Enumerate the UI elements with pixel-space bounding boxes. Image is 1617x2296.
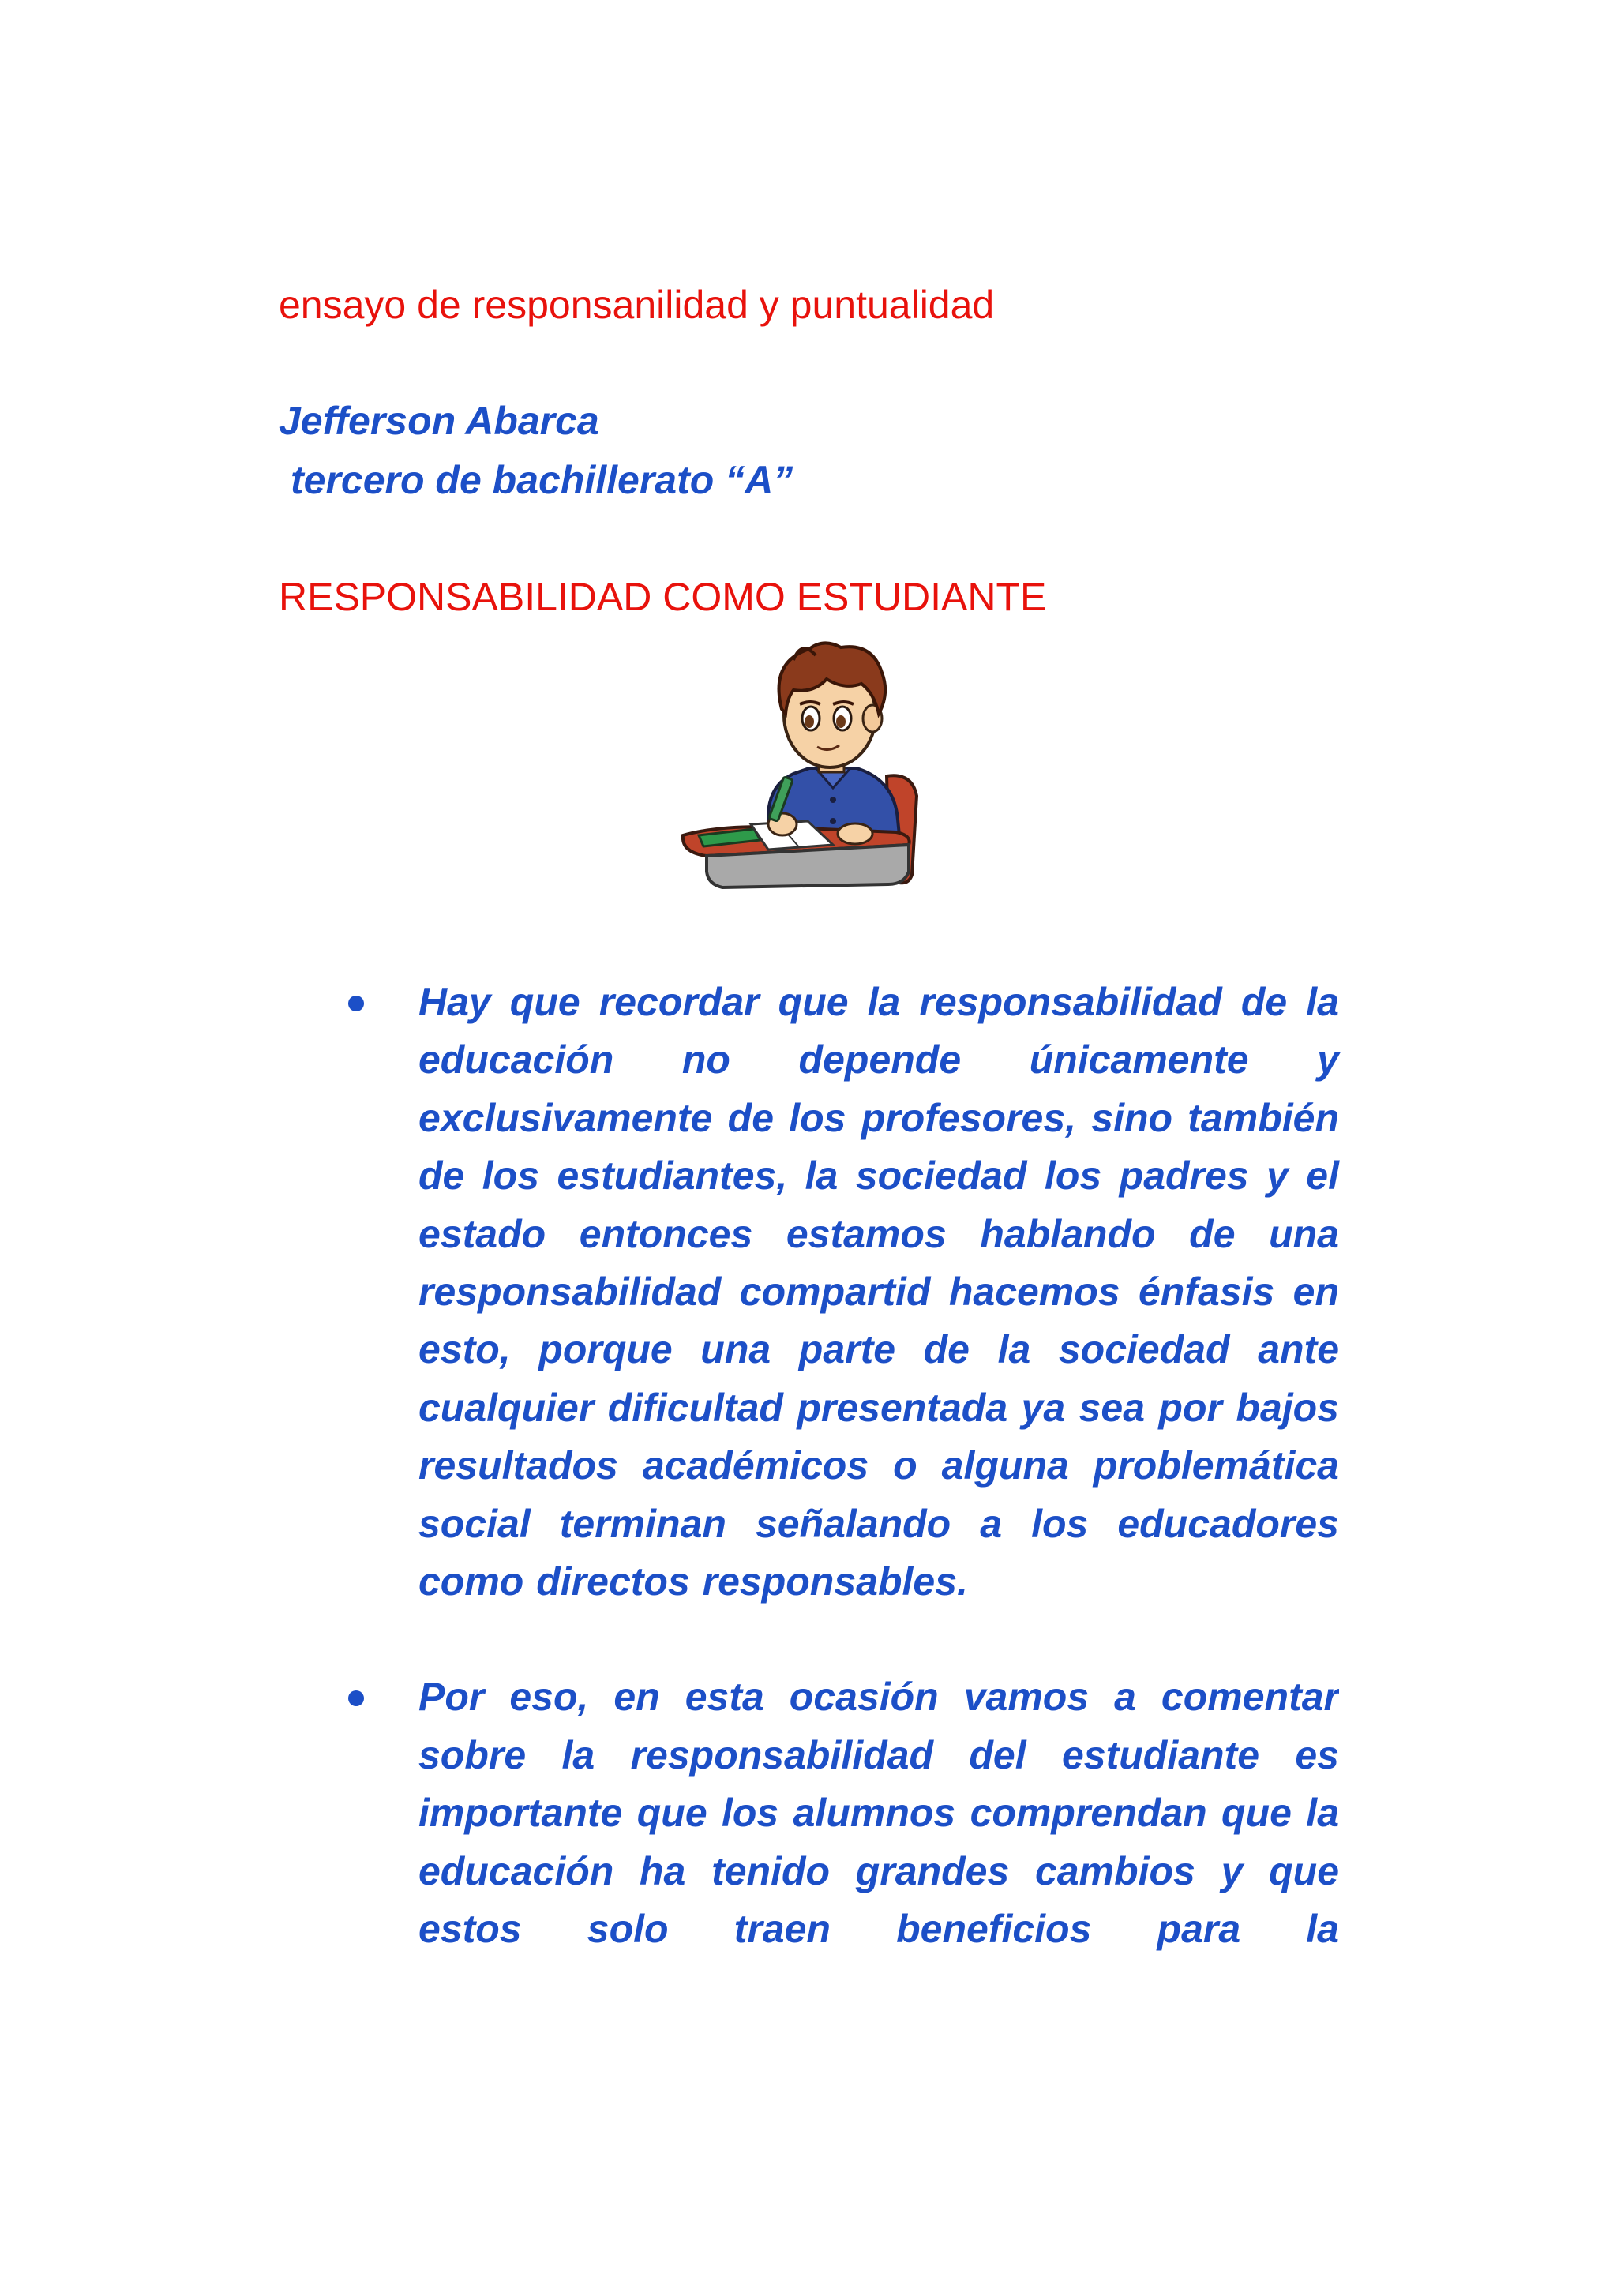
bullet-text: Por eso, en esta ocasión vamos a comentar sobre la responsabilidad del estudiante es importante que los alumnos comprendan que la educación ha tenido grandes cambios y que estos solo traen beneficios para la	[418, 1675, 1339, 1952]
student-grade: tercero de bachillerato “A”	[291, 458, 793, 502]
list-item	[0, 1668, 1617, 1958]
student-writing-illustration	[675, 638, 945, 891]
section-heading: RESPONSABILIDAD COMO ESTUDIANTE	[279, 575, 1047, 619]
list-item	[0, 974, 1617, 1611]
author-name: Jefferson Abarca	[279, 399, 599, 443]
bullet-text: Hay que recordar que la responsabilidad de la educación no depende únicamente y exclusivamente de los profesores, sino también de los estudiantes, la sociedad los padres y el estado entonces estamos hablando de una responsabilidad compartid hacemos énfasis en esto, porque una parte de la sociedad ante cualquier dificultad presentada ya sea por bajos resultados académicos o alguna problemática social terminan señalando a los educadores como directos responsables.	[418, 980, 1339, 1604]
author-line	[279, 397, 599, 445]
bullet-marker	[348, 1690, 364, 1706]
bullet-list	[0, 974, 1617, 2016]
bullet-marker	[348, 996, 364, 1011]
essay-title: ensayo de responsanilidad y puntualidad	[279, 283, 995, 327]
